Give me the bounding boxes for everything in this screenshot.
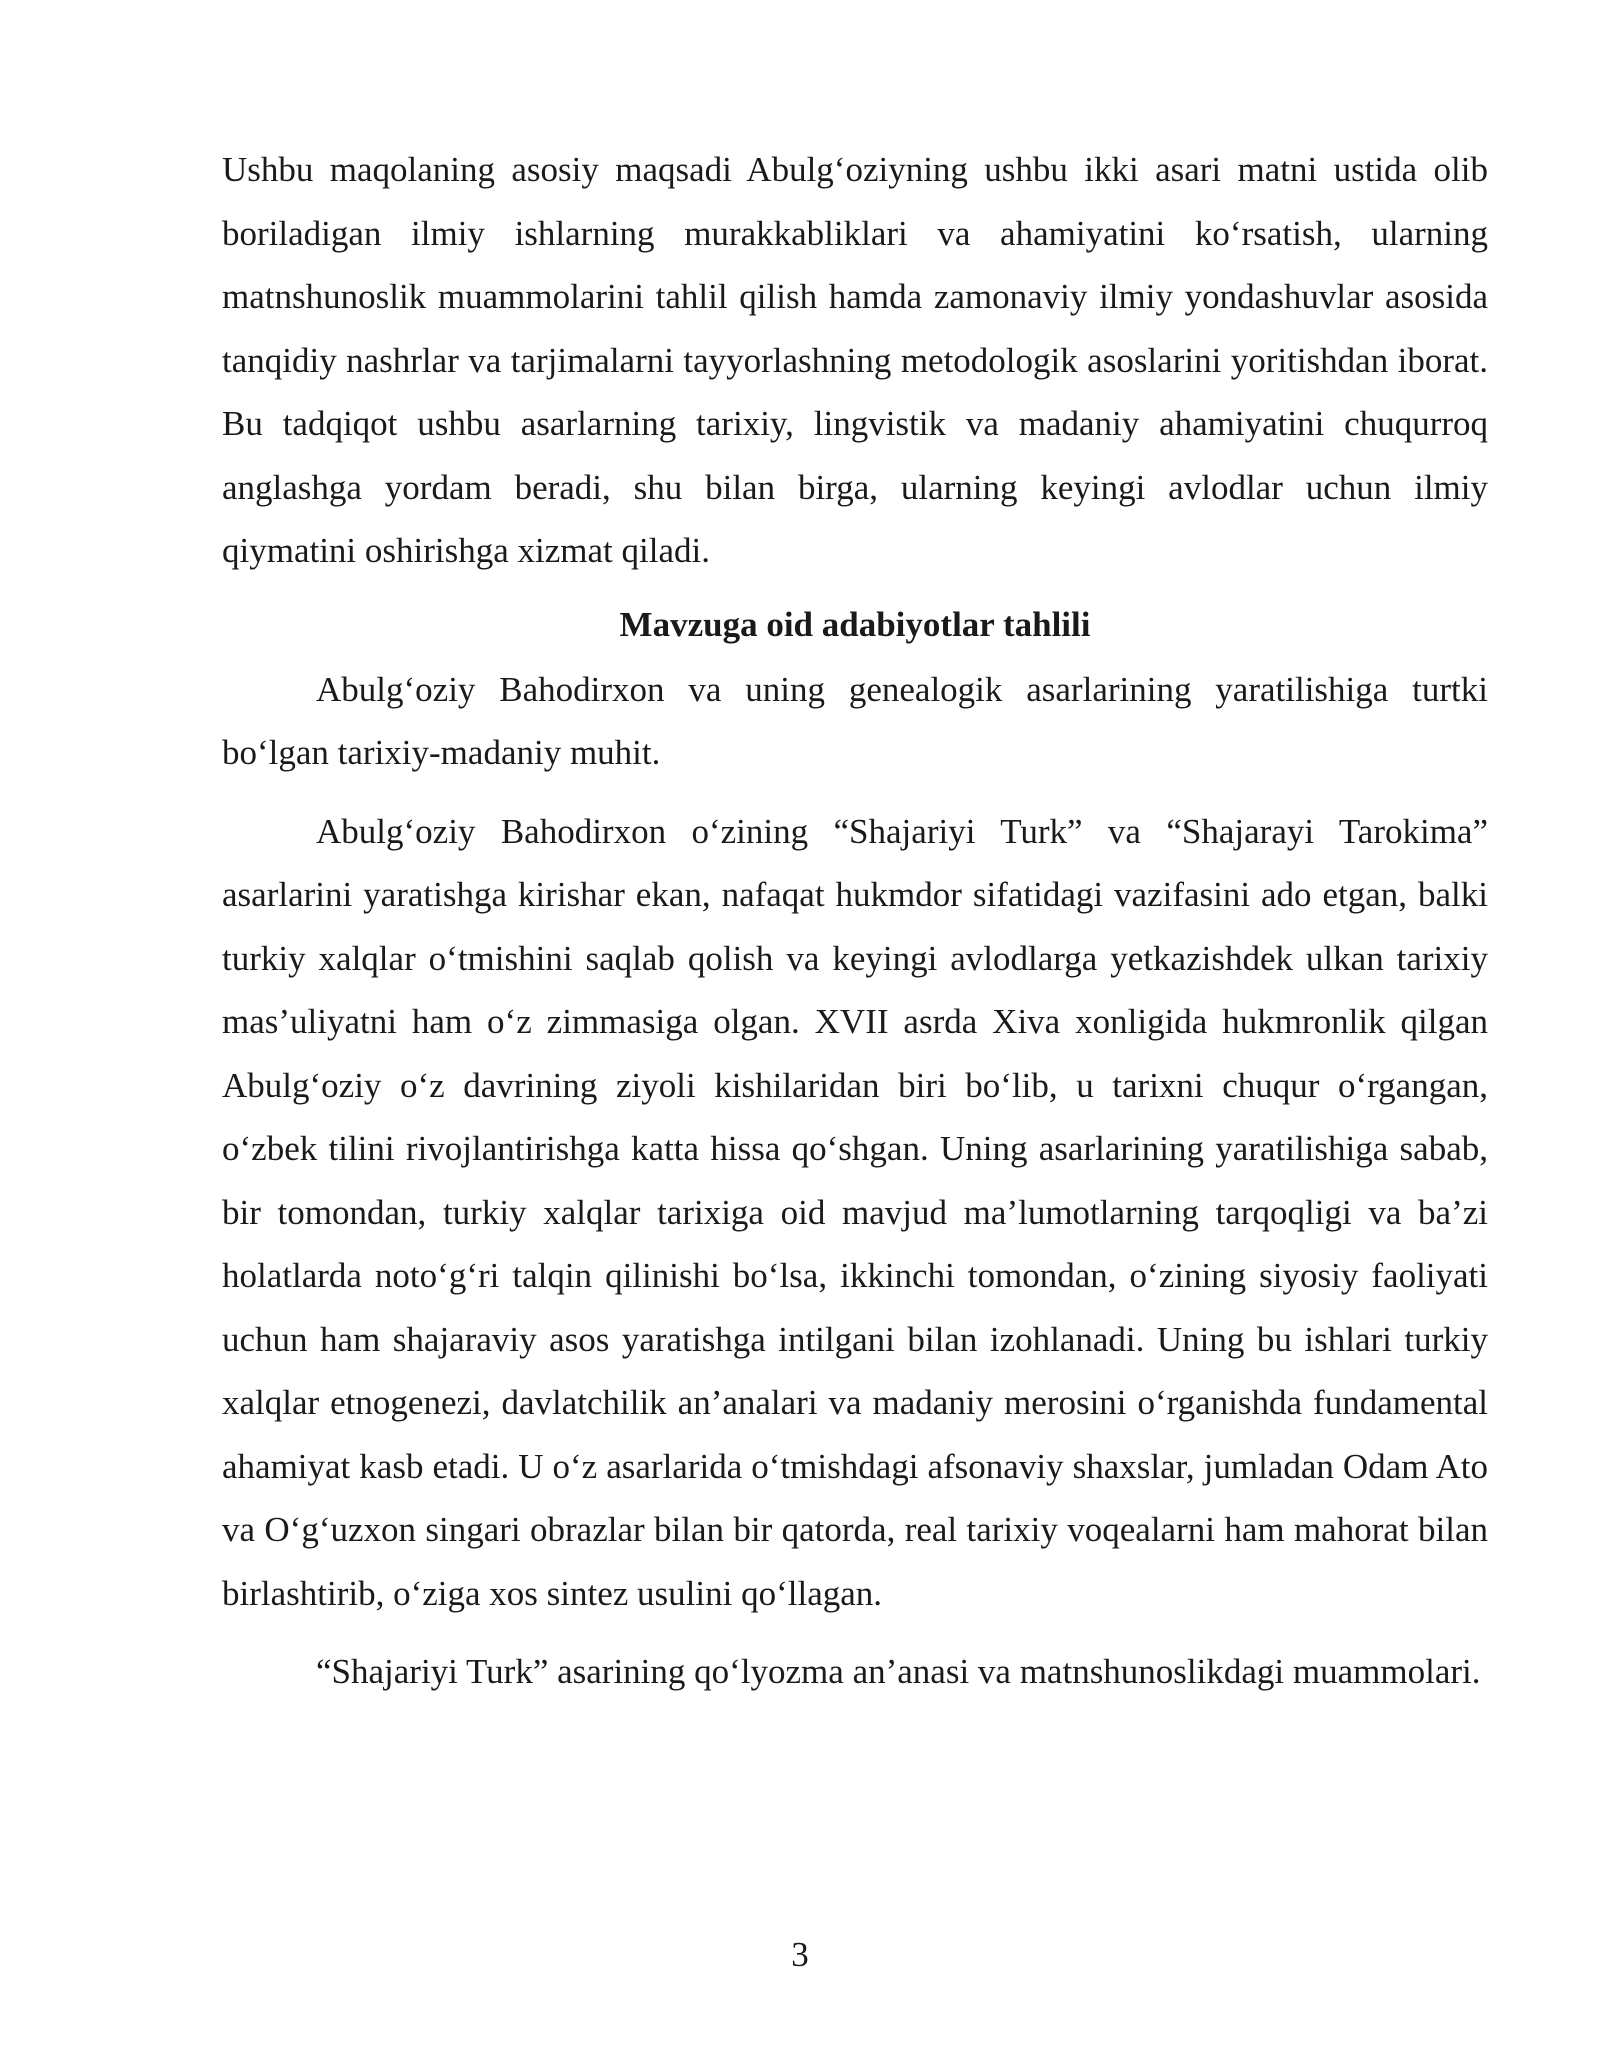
section-heading: Mavzuga oid adabiyotlar tahlili [619, 604, 1091, 644]
body-paragraph: Abulg‘oziy Bahodirxon o‘zining “Shajariyi Turk” va “Shajarayi Tarokima” asarlarini yaratishga kirishar ekan, nafaqat hukmdor sifatidagi vazifasini ado etgan, balki turkiy xalqlar o‘tmishini saqlab qolish va keyingi avlodlarga yetkazishdek ulkan tarixiy mas’uliyatni ham o‘z zimmasiga olgan. XVII asrda Xiva xonligida hukmronlik qilgan Abulg‘oziy o‘z davrining ziyoli kishilaridan biri bo‘lib, u tarixni chuqur o‘rgangan, o‘zbek tilini rivojlantirishga katta hissa qo‘shgan. Uning asarlarining yaratilishiga sabab, bir tomondan, turkiy xalqlar tarixiga oid mavjud ma’lumotlarning tarqoqligi va ba’zi holatlarda noto‘g‘ri talqin qilinishi bo‘lsa, ikkinchi tomondan, o‘zining siyosiy faoliyati uchun ham shajaraviy asos yaratishga intilgani bilan izohlanadi. Uning bu ishlari turkiy xalqlar etnogenezi, davlatchilik an’analari va madaniy merosini o‘rganishda fundamental ahamiyat kasb etadi. U o‘z asarlarida o‘tmishdagi afsonaviy shaxslar, jumladan Odam Ato va O‘g‘uzxon singari obrazlar bilan bir qatorda, real tarixiy voqealarni ham mahorat bilan birlashtirib, o‘ziga xos sintez usulini qo‘llagan. [222, 811, 1488, 1613]
subheading-manuscript-tradition: “Shajariyi Turk” asarining qo‘lyozma an’anasi va matnshunoslikdagi muammolari. [316, 1652, 1481, 1691]
page-number: 3 [791, 1935, 809, 1974]
document-page [222, 138, 1488, 1704]
intro-paragraph: Ushbu maqolaning asosiy maqsadi Abulg‘oziyning ushbu ikki asari matni ustida olib boriladigan ilmiy ishlarning murakkabliklari va ahamiyatini ko‘rsatish, ularning matnshunoslik muammolarini tahlil qilish hamda zamonaviy ilmiy yondashuvlar asosida tanqidiy nashrlar va tarjimalarni tayyorlashning metodologik asoslarini yoritishdan iborat. Bu tadqiqot ushbu asarlarning tarixiy, lingvistik va madaniy ahamiyatini chuqurroq anglashga yordam beradi, shu bilan birga, ularning keyingi avlodlar uchun ilmiy qiymatini oshirishga xizmat qiladi. [222, 150, 1488, 570]
subheading-historical-context: Abulg‘oziy Bahodirxon va uning genealogik asarlarining yaratilishiga turtki bo‘lgan tarixiy-madaniy muhit. [222, 669, 1488, 772]
